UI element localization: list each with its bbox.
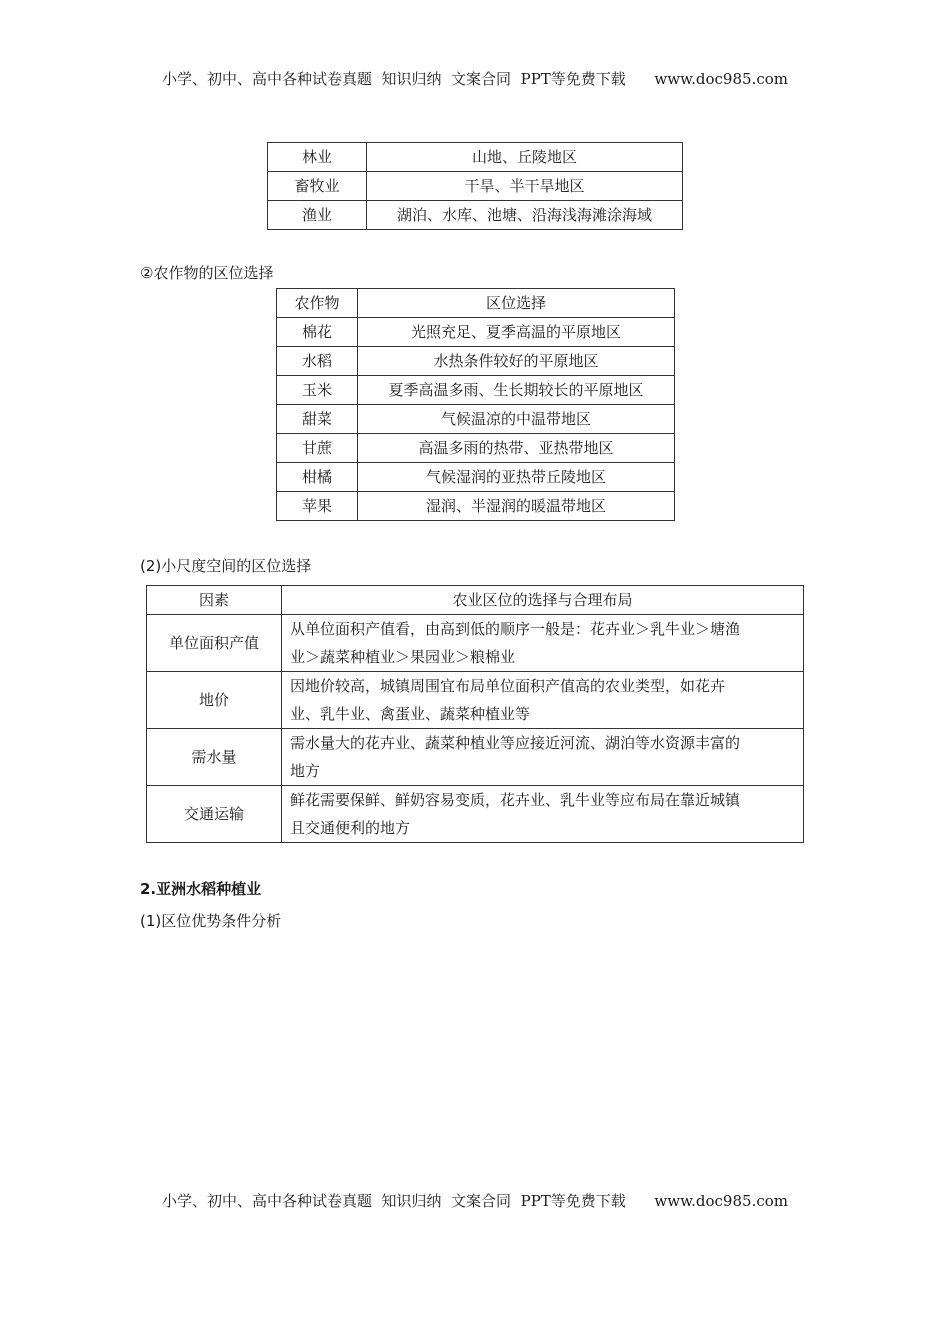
table-cell-region: 湖泊、水库、池塘、沿海浅海滩涂海域	[367, 201, 683, 230]
table-cell-layout	[282, 672, 804, 729]
table-cell-factor: 地价	[147, 672, 282, 729]
table-cell-choice: 高温多雨的热带、亚热带地区	[358, 434, 675, 463]
table-row	[277, 463, 675, 492]
crop-location-table	[276, 288, 675, 521]
table-header-crop: 农作物	[277, 289, 358, 318]
table-cell-choice: 湿润、半湿润的暖温带地区	[358, 492, 675, 521]
page-footer-banner: 小学、初中、高中各种试卷真题 知识归纳 文案合同 PPT等免费下载 www.doc985.com	[161, 1192, 788, 1210]
table-cell-crop: 棉花	[277, 318, 358, 347]
table-row	[268, 201, 683, 230]
table-row	[277, 347, 675, 376]
table-cell-crop: 玉米	[277, 376, 358, 405]
table-row	[277, 318, 675, 347]
layout-line: 鲜花需要保鲜、鲜奶容易变质，花卉业、乳牛业等应布局在靠近城镇	[290, 791, 741, 809]
agriculture-type-table	[267, 142, 683, 230]
table-row	[147, 729, 804, 786]
table-cell-layout	[282, 786, 804, 843]
table-cell-region: 山地、丘陵地区	[367, 143, 683, 172]
table-cell-crop: 甘蔗	[277, 434, 358, 463]
table-header-row	[277, 289, 675, 318]
table-cell-layout	[282, 729, 804, 786]
table-row	[147, 615, 804, 672]
layout-line: 业＞蔬菜种植业＞果园业＞粮棉业	[290, 648, 516, 666]
table-cell-type: 林业	[268, 143, 367, 172]
layout-line: 从单位面积产值看，由高到低的顺序一般是：花卉业＞乳牛业＞塘渔	[290, 620, 741, 638]
table-header-row	[147, 586, 804, 615]
table-header-choice: 区位选择	[358, 289, 675, 318]
section-title-crops: ②农作物的区位选择	[140, 264, 274, 282]
table-header-layout: 农业区位的选择与合理布局	[282, 586, 804, 615]
layout-line: 因地价较高，城镇周围宜布局单位面积产值高的农业类型，如花卉	[290, 677, 726, 695]
section-title-asian-rice: 2.亚洲水稻种植业	[140, 880, 262, 898]
table-row	[277, 405, 675, 434]
table-cell-crop: 甜菜	[277, 405, 358, 434]
table-cell-crop: 苹果	[277, 492, 358, 521]
section-title-small-scale: (2)小尺度空间的区位选择	[140, 557, 312, 575]
layout-line: 业、乳牛业、禽蛋业、蔬菜种植业等	[290, 705, 531, 723]
layout-line: 需水量大的花卉业、蔬菜种植业等应接近河流、湖泊等水资源丰富的	[290, 734, 741, 752]
page-header-banner: 小学、初中、高中各种试卷真题 知识归纳 文案合同 PPT等免费下载 www.doc985.com	[161, 70, 788, 88]
table-row	[147, 786, 804, 843]
layout-line: 地方	[290, 762, 321, 780]
table-row	[268, 143, 683, 172]
table-row	[277, 376, 675, 405]
table-cell-factor: 交通运输	[147, 786, 282, 843]
table-cell-region: 干旱、半干旱地区	[367, 172, 683, 201]
table-cell-crop: 水稻	[277, 347, 358, 376]
table-cell-choice: 气候温凉的中温带地区	[358, 405, 675, 434]
table-cell-choice: 夏季高温多雨、生长期较长的平原地区	[358, 376, 675, 405]
table-row	[277, 434, 675, 463]
layout-line: 且交通便利的地方	[290, 819, 411, 837]
section-subtitle-advantages: (1)区位优势条件分析	[140, 912, 282, 930]
table-cell-crop: 柑橘	[277, 463, 358, 492]
table-cell-choice: 气候湿润的亚热带丘陵地区	[358, 463, 675, 492]
table-header-factor: 因素	[147, 586, 282, 615]
table-cell-factor: 需水量	[147, 729, 282, 786]
table-row	[277, 492, 675, 521]
table-cell-layout	[282, 615, 804, 672]
table-cell-choice: 光照充足、夏季高温的平原地区	[358, 318, 675, 347]
table-row	[147, 672, 804, 729]
small-scale-location-table	[146, 585, 804, 843]
table-cell-choice: 水热条件较好的平原地区	[358, 347, 675, 376]
table-cell-type: 畜牧业	[268, 172, 367, 201]
table-row	[268, 172, 683, 201]
table-cell-type: 渔业	[268, 201, 367, 230]
table-cell-factor: 单位面积产值	[147, 615, 282, 672]
